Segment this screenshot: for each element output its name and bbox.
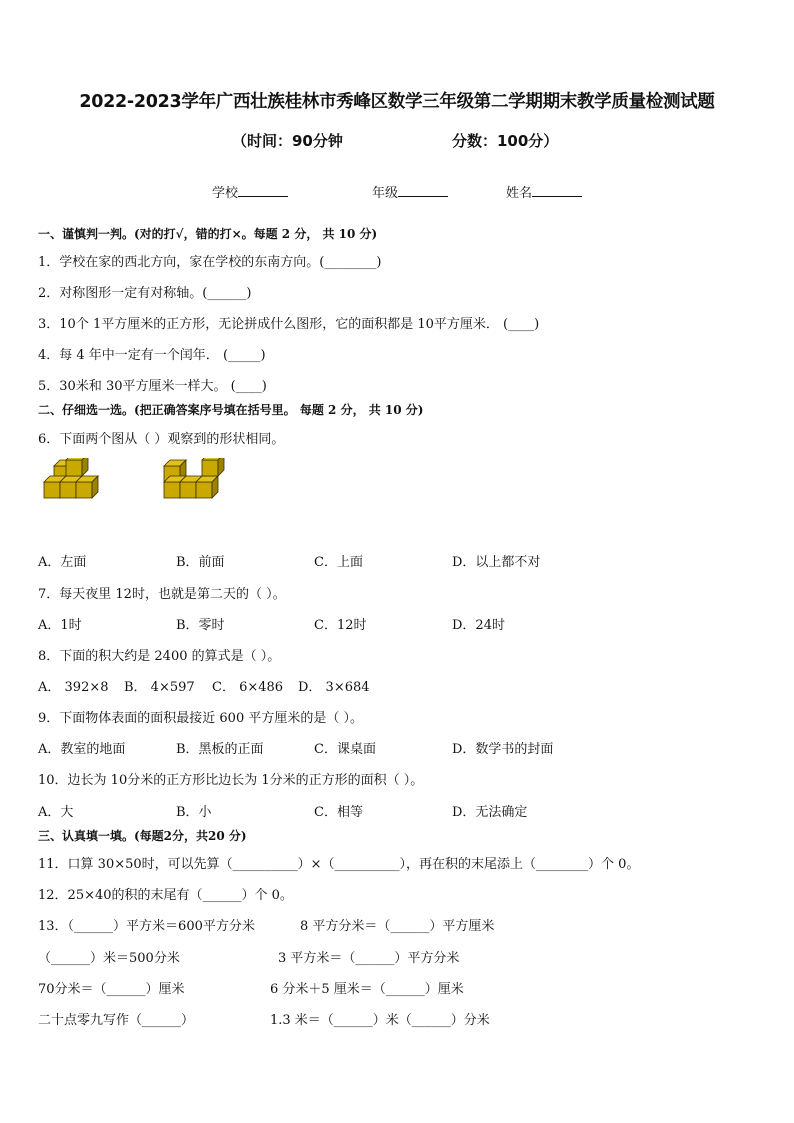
section-1-heading: 一、谨慎判一判。(对的打√，错的打×。每题 2 分， 共 10 分)	[38, 227, 378, 241]
time-limit: （时间：90分钟	[232, 132, 343, 150]
cube-stack-illustration	[42, 458, 232, 508]
q6-option-b[interactable]: B．前面	[176, 555, 225, 570]
q9-option-b[interactable]: B．黑板的正面	[176, 742, 264, 757]
school-label: 学校	[212, 186, 239, 201]
question-2: 2．对称图形一定有对称轴。(______)	[38, 286, 252, 301]
q8-option-c[interactable]: C． 6×486	[212, 680, 284, 695]
name-label: 姓名	[506, 186, 533, 201]
question-6: 6．下面两个图从（ ）观察到的形状相同。	[38, 432, 285, 447]
page-title: 2022-2023学年广西壮族桂林市秀峰区数学三年级第二学期期末教学质量检测试题	[79, 92, 715, 112]
section-2-heading: 二、仔细选一选。(把正确答案序号填在括号里。 每题 2 分， 共 10 分)	[38, 403, 424, 417]
cube-figures	[42, 458, 232, 508]
q8-option-d[interactable]: D． 3×684	[298, 680, 370, 695]
question-12: 12．25×40的积的末尾有（______）个 0。	[38, 888, 293, 903]
q9-option-d[interactable]: D．数学书的封面	[452, 742, 554, 757]
grade-label: 年级	[372, 186, 399, 201]
cube-figure-right	[164, 458, 224, 498]
question-13-f: 6 分米＋5 厘米＝（______）厘米	[270, 982, 464, 997]
school-blank[interactable]	[238, 184, 288, 197]
q10-option-d[interactable]: D．无法确定	[452, 805, 528, 820]
question-7: 7．每天夜里 12时，也就是第二天的（ ）。	[38, 587, 286, 602]
question-1: 1．学校在家的西北方向，家在学校的东南方向。(________)	[38, 255, 382, 270]
total-score: 分数：100分）	[452, 132, 559, 150]
q7-option-b[interactable]: B．零时	[176, 618, 225, 633]
grade-blank[interactable]	[398, 184, 448, 197]
q9-option-a[interactable]: A．教室的地面	[38, 742, 126, 757]
q6-option-d[interactable]: D．以上都不对	[452, 555, 541, 570]
name-field[interactable]	[506, 182, 582, 201]
q7-option-c[interactable]: C．12时	[314, 618, 367, 633]
question-13-a: 13．（______）平方米＝600平方分米	[38, 919, 255, 934]
grade-field[interactable]	[372, 182, 448, 201]
question-11: 11．口算 30×50时，可以先算（__________）×（__________），再在积的末尾添上（________）个 0。	[38, 857, 640, 872]
question-13-h: 1.3 米＝（______）米（______）分米	[270, 1013, 490, 1028]
section-3-heading: 三、认真填一填。(每题2分，共20 分)	[38, 829, 247, 843]
question-13-b: 8 平方分米＝（______）平方厘米	[300, 919, 495, 934]
q6-option-c[interactable]: C．上面	[314, 555, 363, 570]
q9-option-c[interactable]: C．课桌面	[314, 742, 376, 757]
question-13-c: （______）米＝500分米	[38, 951, 180, 966]
name-blank[interactable]	[532, 184, 582, 197]
q10-option-c[interactable]: C．相等	[314, 805, 363, 820]
school-field[interactable]	[212, 182, 288, 201]
q10-option-b[interactable]: B．小	[176, 805, 212, 820]
question-9: 9．下面物体表面的面积最接近 600 平方厘米的是（ ）。	[38, 711, 363, 726]
question-3: 3．10个 1平方厘米的正方形，无论拼成什么图形，它的面积都是 10平方厘米． (____)	[38, 317, 540, 332]
question-13-d: 3 平方米＝（______）平方分米	[278, 951, 460, 966]
q8-option-b[interactable]: B． 4×597	[124, 680, 195, 695]
cube-figure-left	[44, 458, 98, 498]
question-4: 4．每 4 年中一定有一个闰年． (_____)	[38, 348, 266, 363]
q7-option-a[interactable]: A．1时	[38, 618, 82, 633]
q8-option-a[interactable]: A． 392×8	[38, 680, 109, 695]
question-8: 8．下面的积大约是 2400 的算式是（ ）。	[38, 649, 281, 664]
question-13-e: 70分米＝（______）厘米	[38, 982, 185, 997]
q10-option-a[interactable]: A．大	[38, 805, 74, 820]
question-13-g: 二十点零九写作（______）	[38, 1013, 195, 1028]
q7-option-d[interactable]: D．24时	[452, 618, 505, 633]
question-10: 10．边长为 10分米的正方形比边长为 1分米的正方形的面积（ ）。	[38, 773, 424, 788]
q6-option-a[interactable]: A．左面	[38, 555, 87, 570]
question-5: 5．30米和 30平方厘米一样大。 (____)	[38, 379, 267, 394]
